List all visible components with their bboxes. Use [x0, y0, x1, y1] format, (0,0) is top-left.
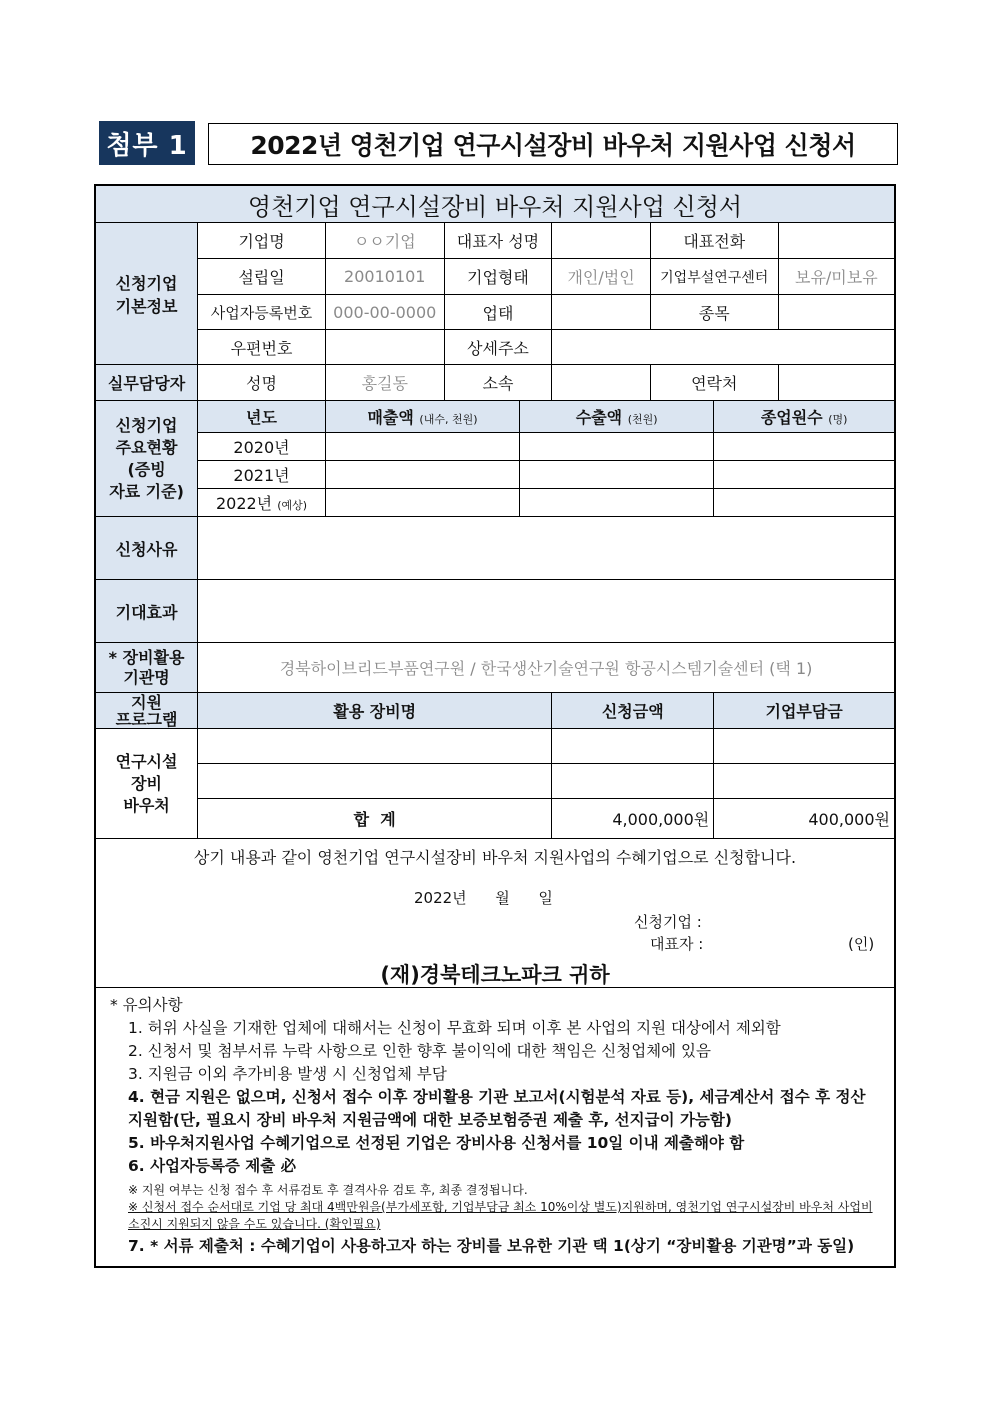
document-title: 2022년 영천기업 연구시설장비 바우처 지원사업 신청서: [208, 123, 898, 165]
lab-label: 기업부설연구센터: [650, 259, 778, 295]
note-item-4: 4. 현금 지원은 없으며, 신청서 접수 이후 장비활용 기관 보고서(시험분석 자료 등), 세금계산서 접수 후 정산 지원함(단, 필요시 장비 바우처 지원금액에 대한 보증보험증권 제출 후, 선지급이 가능함): [128, 1088, 866, 1129]
burden-field-1[interactable]: [714, 729, 895, 764]
status-section: 신청기업 주요현황 (증빙 자료 기준): [95, 401, 198, 517]
remark-1: ※ 지원 여부는 신청 접수 후 서류검토 후 결격사유 검토 후, 최종 결정됩니다.: [128, 1183, 528, 1197]
employees-unit: (명): [828, 413, 848, 426]
sales-2020-field[interactable]: [325, 433, 519, 461]
seal-mark: (인): [848, 935, 875, 953]
manager-dept-field[interactable]: [552, 365, 651, 401]
effect-field[interactable]: [198, 580, 895, 643]
employees-header-label: 종업원수: [760, 408, 823, 427]
voucher-label: 연구시설 장비 바우처: [95, 729, 198, 839]
representative-label: 대표자 :: [650, 935, 704, 953]
sales-2022-field[interactable]: [325, 489, 519, 517]
institution-field[interactable]: 경북하이브리드부품연구원 / 한국생산기술연구원 항공시스템기술센터 (택 1): [198, 643, 895, 693]
ceo-name-field[interactable]: [552, 223, 651, 259]
note-item-7: 7. * 서류 제출처 : 수혜기업이 사용하고자 하는 장비를 보유한 기관 택 1(상기 “장비활용 기관명”과 동일): [128, 1237, 855, 1255]
declaration-date[interactable]: 2022년 월 일: [414, 889, 553, 907]
attachment-badge: 첨부 1: [99, 121, 195, 165]
equipment-header: 활용 장비명: [198, 693, 552, 729]
manager-dept-label: 소속: [444, 365, 552, 401]
year-2022-label: 2022년: [215, 494, 273, 513]
biz-no-field[interactable]: 000-00-0000: [325, 295, 444, 330]
total-burden: 400,000원: [714, 799, 895, 839]
manager-section: 실무담당자: [95, 365, 198, 401]
address-field[interactable]: [552, 330, 895, 365]
total-amount: 4,000,000원: [552, 799, 714, 839]
company-name-field[interactable]: ㅇㅇ기업: [325, 223, 444, 259]
forecast-note: (예상): [277, 499, 308, 512]
year-2021: 2021년: [198, 461, 326, 489]
sales-2021-field[interactable]: [325, 461, 519, 489]
application-form: [94, 184, 896, 1268]
recipient: (재)경북테크노파크 귀하: [380, 963, 610, 987]
employees-header: [714, 401, 895, 433]
address-label: 상세주소: [444, 330, 552, 365]
institution-label: * 장비활용 기관명: [95, 643, 198, 693]
item-label: 종목: [650, 295, 778, 330]
employees-2020-field[interactable]: [714, 433, 895, 461]
employees-2022-field[interactable]: [714, 489, 895, 517]
notes-title: * 유의사항: [110, 996, 183, 1014]
total-label: 합 계: [198, 799, 552, 839]
effect-label: 기대효과: [95, 580, 198, 643]
company-type-field[interactable]: 개인/법인: [552, 259, 651, 295]
employees-2021-field[interactable]: [714, 461, 895, 489]
export-2020-field[interactable]: [520, 433, 714, 461]
amount-field-2[interactable]: [552, 764, 714, 799]
note-item-2: 2. 신청서 및 첨부서류 누락 사항으로 인한 향후 불이익에 대한 책임은 신청업체에 있음: [128, 1042, 711, 1060]
business-field[interactable]: [552, 295, 651, 330]
declaration-block: [95, 839, 895, 988]
manager-contact-label: 연락처: [650, 365, 778, 401]
founded-label: 설립일: [198, 259, 326, 295]
sales-header: [325, 401, 519, 433]
ceo-phone-label: 대표전화: [650, 223, 778, 259]
equipment-field-2[interactable]: [198, 764, 552, 799]
export-2022-field[interactable]: [520, 489, 714, 517]
note-item-5: 5. 바우처지원사업 수혜기업으로 선정된 기업은 장비사용 신청서를 10일 이내 제출해야 함: [128, 1134, 745, 1152]
zip-label: 우편번호: [198, 330, 326, 365]
company-name-label: 기업명: [198, 223, 326, 259]
year-header: 년도: [198, 401, 326, 433]
export-unit: (천원): [627, 413, 658, 426]
amount-header: 신청금액: [552, 693, 714, 729]
equipment-field-1[interactable]: [198, 729, 552, 764]
zip-field[interactable]: [325, 330, 444, 365]
reason-field[interactable]: [198, 517, 895, 580]
note-item-3: 3. 지원금 이외 추가비용 발생 시 신청업체 부담: [128, 1065, 447, 1083]
manager-name-label: 성명: [198, 365, 326, 401]
manager-contact-field[interactable]: [778, 365, 895, 401]
company-type-label: 기업형태: [444, 259, 552, 295]
applicant-label: 신청기업 :: [634, 913, 702, 931]
sales-header-label: 매출액: [367, 408, 414, 427]
year-2020: 2020년: [198, 433, 326, 461]
export-header: [520, 401, 714, 433]
manager-name-field[interactable]: 홍길동: [325, 365, 444, 401]
ceo-name-label: 대표자 성명: [444, 223, 552, 259]
note-item-6: 6. 사업자등록증 제출 必: [128, 1157, 297, 1175]
biz-no-label: 사업자등록번호: [198, 295, 326, 330]
burden-field-2[interactable]: [714, 764, 895, 799]
remark-2: ※ 신청서 접수 순서대로 기업 당 최대 4백만원을(부가세포함, 기업부담금 최소 10%이상 별도)지원하며, 영천기업 연구시설장비 바우처 사업비 소진시 지원되지 않을 수도 있습니다. (확인필요): [128, 1200, 873, 1231]
lab-field[interactable]: 보유/미보유: [778, 259, 895, 295]
export-2021-field[interactable]: [520, 461, 714, 489]
year-2022: [198, 489, 326, 517]
sales-unit: (내수, 천원): [419, 413, 478, 426]
note-item-1: 1. 허위 사실을 기재한 업체에 대해서는 신청이 무효화 되며 이후 본 사업의 지원 대상에서 제외함: [128, 1019, 781, 1037]
business-label: 업태: [444, 295, 552, 330]
burden-header: 기업부담금: [714, 693, 895, 729]
ceo-phone-field[interactable]: [778, 223, 895, 259]
form-title: 영천기업 연구시설장비 바우처 지원사업 신청서: [95, 185, 895, 223]
founded-field[interactable]: 20010101: [325, 259, 444, 295]
export-header-label: 수출액: [575, 408, 623, 427]
amount-field-1[interactable]: [552, 729, 714, 764]
notes-block: [95, 988, 895, 1268]
item-field[interactable]: [778, 295, 895, 330]
reason-label: 신청사유: [95, 517, 198, 580]
basic-info-section: 신청기업 기본정보: [95, 223, 198, 365]
program-label: 지원 프로그램: [95, 693, 198, 729]
declaration-text: 상기 내용과 같이 영천기업 연구시설장비 바우처 지원사업의 수혜기업으로 신청합니다.: [193, 848, 797, 867]
